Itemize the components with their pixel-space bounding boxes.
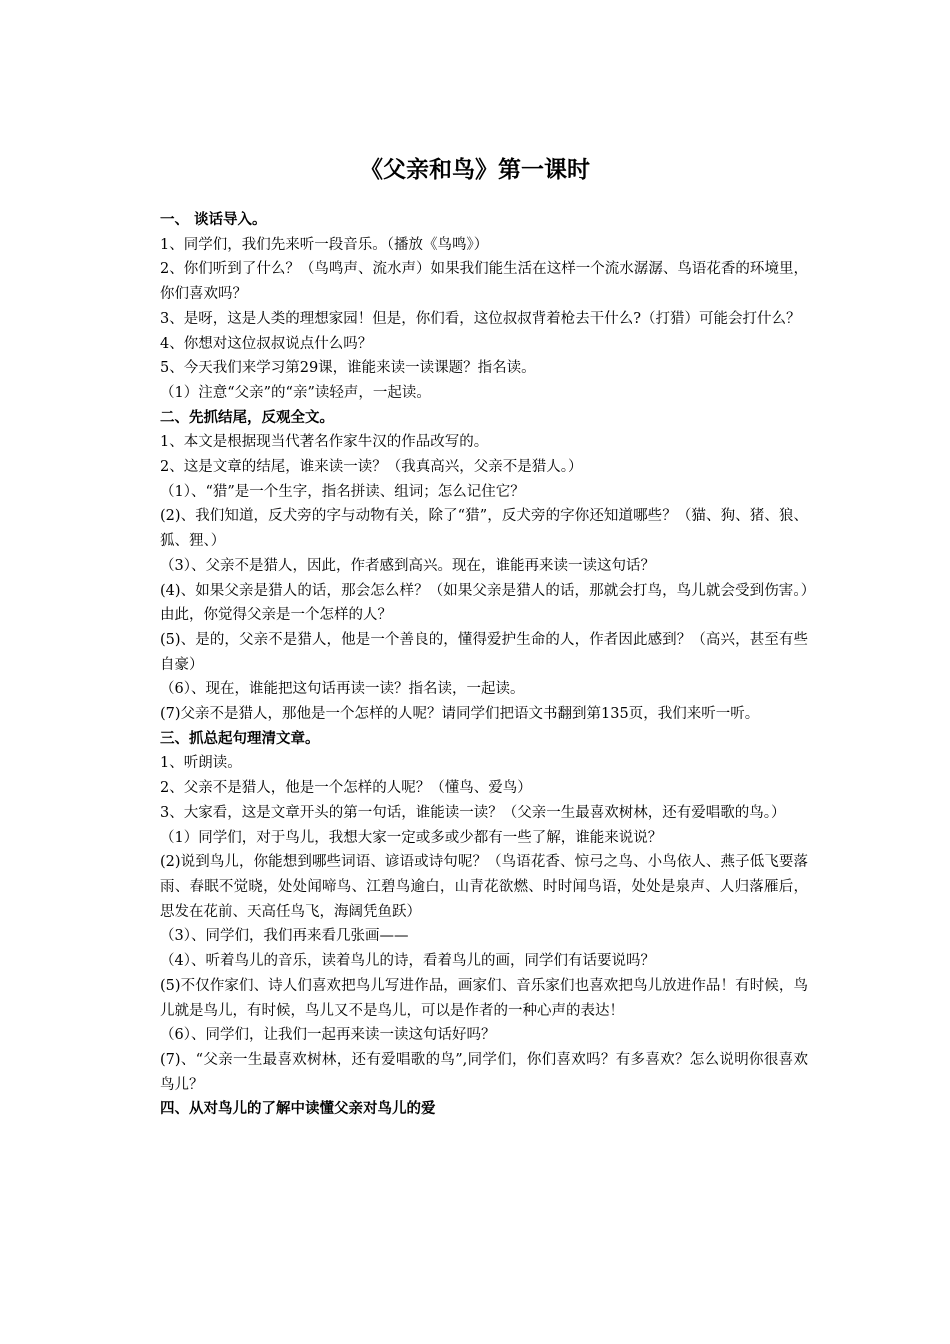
paragraph-line: (7)、“父亲一生最喜欢树林，还有爱唱歌的鸟”,同学们，你们喜欢吗？有多喜欢？怎么说明你很喜欢鸟儿？ bbox=[160, 1051, 808, 1093]
paragraph-line: （6）、同学们，让我们一起再来读一读这句话好吗？ bbox=[160, 1027, 496, 1044]
paragraph-line: (5)、是的，父亲不是猎人，他是一个善良的，懂得爱护生命的人，作者因此感到？（高兴，甚至有些自豪） bbox=[160, 631, 808, 673]
paragraph-line: （1）注意“父亲”的“亲”读轻声，一起读。 bbox=[160, 384, 431, 401]
paragraph-line: 2、你们听到了什么？（鸟鸣声、流水声）如果我们能生活在这样一个流水潺潺、鸟语花香的环境里，你们喜欢吗？ bbox=[160, 261, 808, 303]
paragraph-line: 1、本文是根据现当代著名作家牛汉的作品改写的。 bbox=[160, 434, 489, 451]
paragraph-line: （3）、同学们，我们再来看几张画—— bbox=[160, 928, 409, 945]
paragraph-line: （1）、“猎”是一个生字，指名拼读、组词；怎么记住它？ bbox=[160, 483, 525, 500]
section-heading: 一、 谈话导入。 bbox=[160, 212, 267, 228]
paragraph-line: （3）、父亲不是猎人，因此，作者感到高兴。现在，谁能再来读一读这句话？ bbox=[160, 557, 655, 574]
paragraph-line: （1）同学们，对于鸟儿，我想大家一定或多或少都有一些了解，谁能来说说？ bbox=[160, 829, 663, 846]
paragraph-line: (7)父亲不是猎人，那他是一个怎样的人呢？请同学们把语文书翻到第135页，我们来听一听。 bbox=[160, 706, 760, 723]
section-heading: 四、从对鸟儿的了解中读懂父亲对鸟儿的爱 bbox=[160, 1101, 436, 1118]
document-title: 《父亲和鸟》第一课时 bbox=[360, 157, 590, 183]
paragraph-line: 2、父亲不是猎人，他是一个怎样的人呢？（懂鸟、爱鸟） bbox=[160, 780, 532, 797]
paragraph-line: (4)、如果父亲是猎人的话，那会怎么样？（如果父亲是猎人的话，那就会打鸟，鸟儿就会受到伤害。）由此，你觉得父亲是一个怎样的人？ bbox=[160, 582, 808, 624]
paragraph-line: (2)说到鸟儿，你能想到哪些词语、谚语或诗句呢？（鸟语花香、惊弓之鸟、小鸟依人、燕子低飞要落雨、春眠不觉晓，处处闻啼鸟、江碧鸟逾白，山青花欲燃、时时闻鸟语，处处是泉声、人归落雁后，思发在花前、天高任鸟飞，海阔凭鱼跃） bbox=[160, 854, 808, 920]
paragraph-line: (5)不仅作家们、诗人们喜欢把鸟儿写进作品，画家们、音乐家们也喜欢把鸟儿放进作品！有时候，鸟儿就是鸟儿，有时候，鸟儿又不是鸟儿，可以是作者的一种心声的表达！ bbox=[160, 977, 808, 1019]
paragraph-line: 1、听朗读。 bbox=[160, 755, 242, 772]
paragraph-line: 3、大家看，这是文章开头的第一句话，谁能读一读？（父亲一生最喜欢树林，还有爱唱歌的鸟。） bbox=[160, 804, 786, 821]
paragraph-line: (2)、我们知道，反犬旁的字与动物有关，除了“猎”，反犬旁的字你还知道哪些？（猫、狗、猪、狼、狐、狸、） bbox=[160, 508, 808, 550]
paragraph-line: 4、你想对这位叔叔说点什么吗？ bbox=[160, 335, 373, 352]
section-heading: 二、先抓结尾，反观全文。 bbox=[160, 409, 334, 426]
paragraph-line: 5、今天我们来学习第29课，谁能来读一读课题？指名读。 bbox=[160, 360, 536, 377]
section-heading: 三、抓总起句理清文章。 bbox=[160, 730, 320, 747]
paragraph-line: 3、是呀，这是人类的理想家园！但是，你们看，这位叔叔背着枪去干什么?（打猎）可能会打什么？ bbox=[160, 310, 801, 327]
document-body bbox=[160, 208, 808, 1122]
paragraph-line: 1、同学们，我们先来听一段音乐。（播放《鸟鸣》） bbox=[160, 236, 489, 253]
paragraph-line: （6）、现在，谁能把这句话再读一读？指名读，一起读。 bbox=[160, 681, 525, 698]
paragraph-line: （4）、听着鸟儿的音乐，读着鸟儿的诗，看着鸟儿的画，同学们有话要说吗？ bbox=[160, 953, 655, 970]
paragraph-line: 2、这是文章的结尾，谁来读一读？（我真高兴，父亲不是猎人。） bbox=[160, 459, 583, 476]
